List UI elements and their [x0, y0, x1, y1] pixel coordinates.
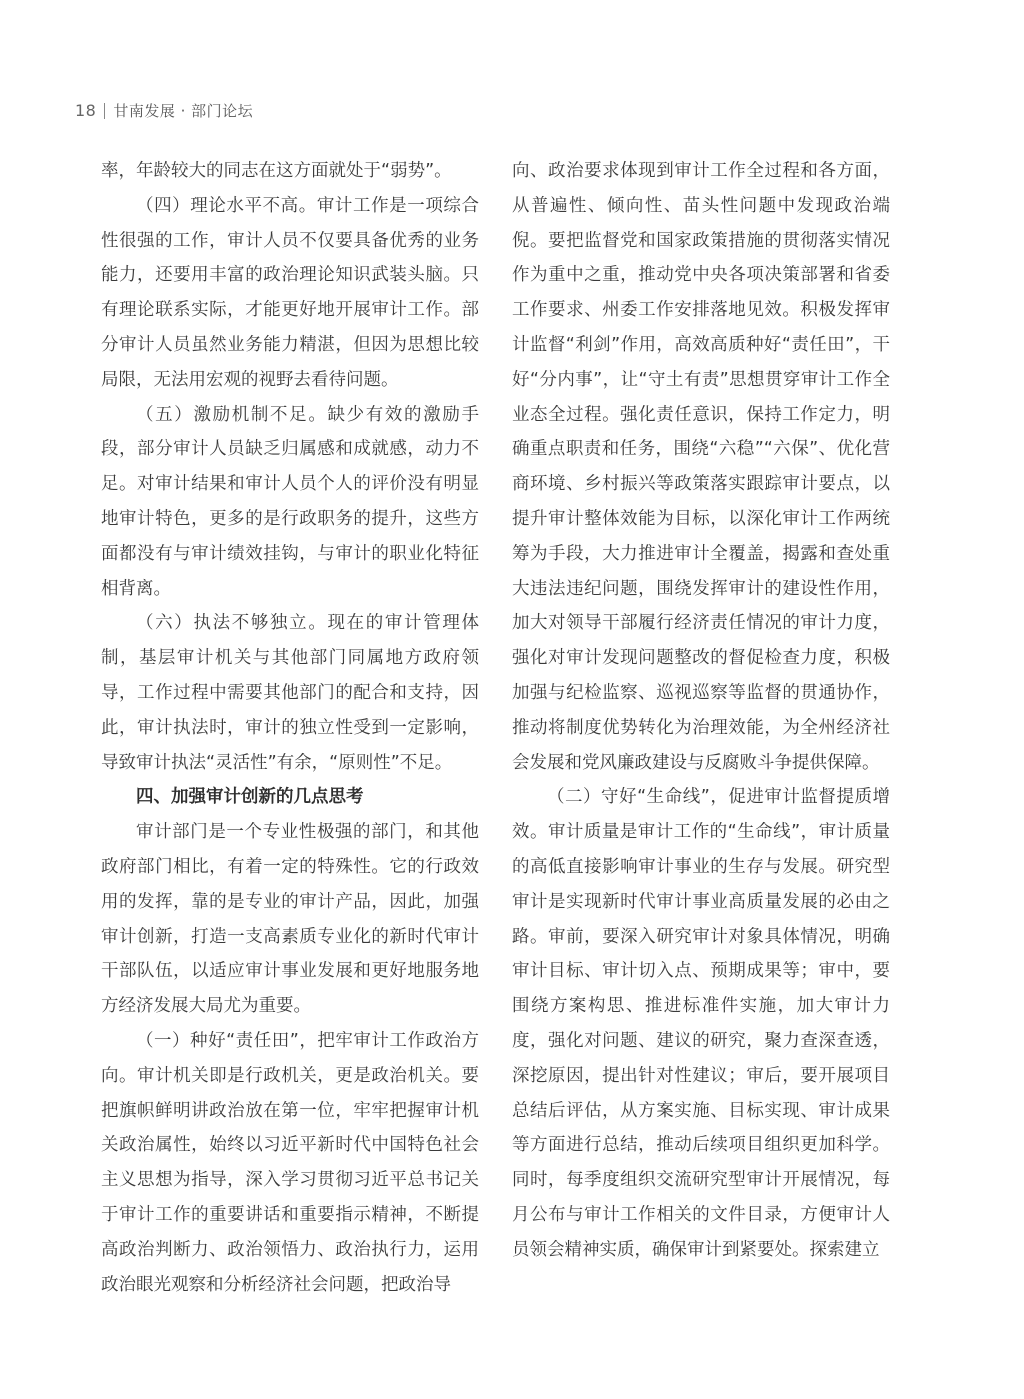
paragraph: （五）激励机制不足。缺少有效的激励手段，部分审计人员缺乏归属感和成就感，动力不足。对审计结果和审计人员个人的评价没有明显地审计特色，更多的是行政职务的提升，这些方面都没有与审计绩效挂钩，与审计的职业化特征相背离。 — [101, 404, 479, 599]
paragraph: 审计部门是一个专业性极强的部门，和其他政府部门相比，有着一定的特殊性。它的行政效用的发挥，靠的是专业的审计产品，因此，加强审计创新，打造一支高素质专业化的新时代审计干部队伍，以适应审计事业发展和更好地服务地方经济发展大局尤为重要。 — [101, 822, 479, 1017]
right-column — [512, 154, 890, 1268]
paragraph: （六）执法不够独立。现在的审计管理体制，基层审计机关与其他部门同属地方政府领导，工作过程中需要其他部门的配合和支持，因此，审计执法时，审计的独立性受到一定影响，导致审计执法“灵活性”有余，“原则性”不足。 — [101, 613, 479, 773]
paragraph: 向、政治要求体现到审计工作全过程和各方面，从普遍性、倾向性、苗头性问题中发现政治端倪。要把监督党和国家政策措施的贯彻落实情况作为重中之重，推动党中央各项决策部署和省委工作要求、州委工作安排落地见效。积极发挥审计监督“利剑”作用，高效高质种好“责任田”，干好“分内事”，让“守土有责”思想贯穿审计工作全业态全过程。强化责任意识，保持工作定力，明确重点职责和任务，围绕“六稳”“六保”、优化营商环境、乡村振兴等政策落实跟踪审计要点，以提升审计整体效能为目标，以深化审计工作两统筹为手段，大力推进审计全覆盖，揭露和查处重大违法违纪问题，围绕发挥审计的建设性作用，加大对领导干部履行经济责任情况的审计力度，强化对审计发现问题整改的督促检查力度，积极加强与纪检监察、巡视巡察等监督的贯通协作，推动将制度优势转化为治理效能，为全州经济社会发展和党风廉政建设与反腐败斗争提供保障。 — [512, 161, 890, 773]
section-heading: 四、加强审计创新的几点思考 — [136, 787, 364, 808]
paragraph: 率，年龄较大的同志在这方面就处于“弱势”。 — [101, 161, 452, 181]
publication-section-title: 甘南发展 · 部门论坛 — [113, 102, 254, 120]
paragraph: （一）种好“责任田”，把牢审计工作政治方向。审计机关即是行政机关，更是政治机关。要把旗帜鲜明讲政治放在第一位，牢牢把握审计机关政治属性，始终以习近平新时代中国特色社会主义思想为指导，深入学习贯彻习近平总书记关于审计工作的重要讲话和重要指示精神，不断提高政治判断力、政治领悟力、政治执行力，运用政治眼光观察和分析经济社会问题，把政治导 — [101, 1030, 479, 1295]
page-number: 18 — [75, 101, 97, 120]
left-column — [101, 154, 479, 1302]
running-header — [75, 100, 253, 121]
header-divider — [104, 103, 105, 119]
paragraph: （四）理论水平不高。审计工作是一项综合性很强的工作，审计人员不仅要具备优秀的业务能力，还要用丰富的政治理论知识武装头脑。只有理论联系实际，才能更好地开展审计工作。部分审计人员虽然业务能力精湛，但因为思想比较局限，无法用宏观的视野去看待问题。 — [101, 195, 479, 390]
paragraph: （二）守好“生命线”，促进审计监督提质增效。审计质量是审计工作的“生命线”，审计质量的高低直接影响审计事业的生存与发展。研究型审计是实现新时代审计事业高质量发展的必由之路。审前，要深入研究审计对象具体情况，明确审计目标、审计切入点、预期成果等；审中，要围绕方案构思、推进标准件实施，加大审计力度，强化对问题、建议的研究，聚力查深查透，深挖原因，提出针对性建议；审后，要开展项目总结后评估，从方案实施、目标实现、审计成果等方面进行总结，推动后续项目组织更加科学。同时，每季度组织交流研究型审计开展情况，每月公布与审计工作相关的文件目录，方便审计人员领会精神实质，确保审计到紧要处。探索建立 — [512, 787, 890, 1260]
